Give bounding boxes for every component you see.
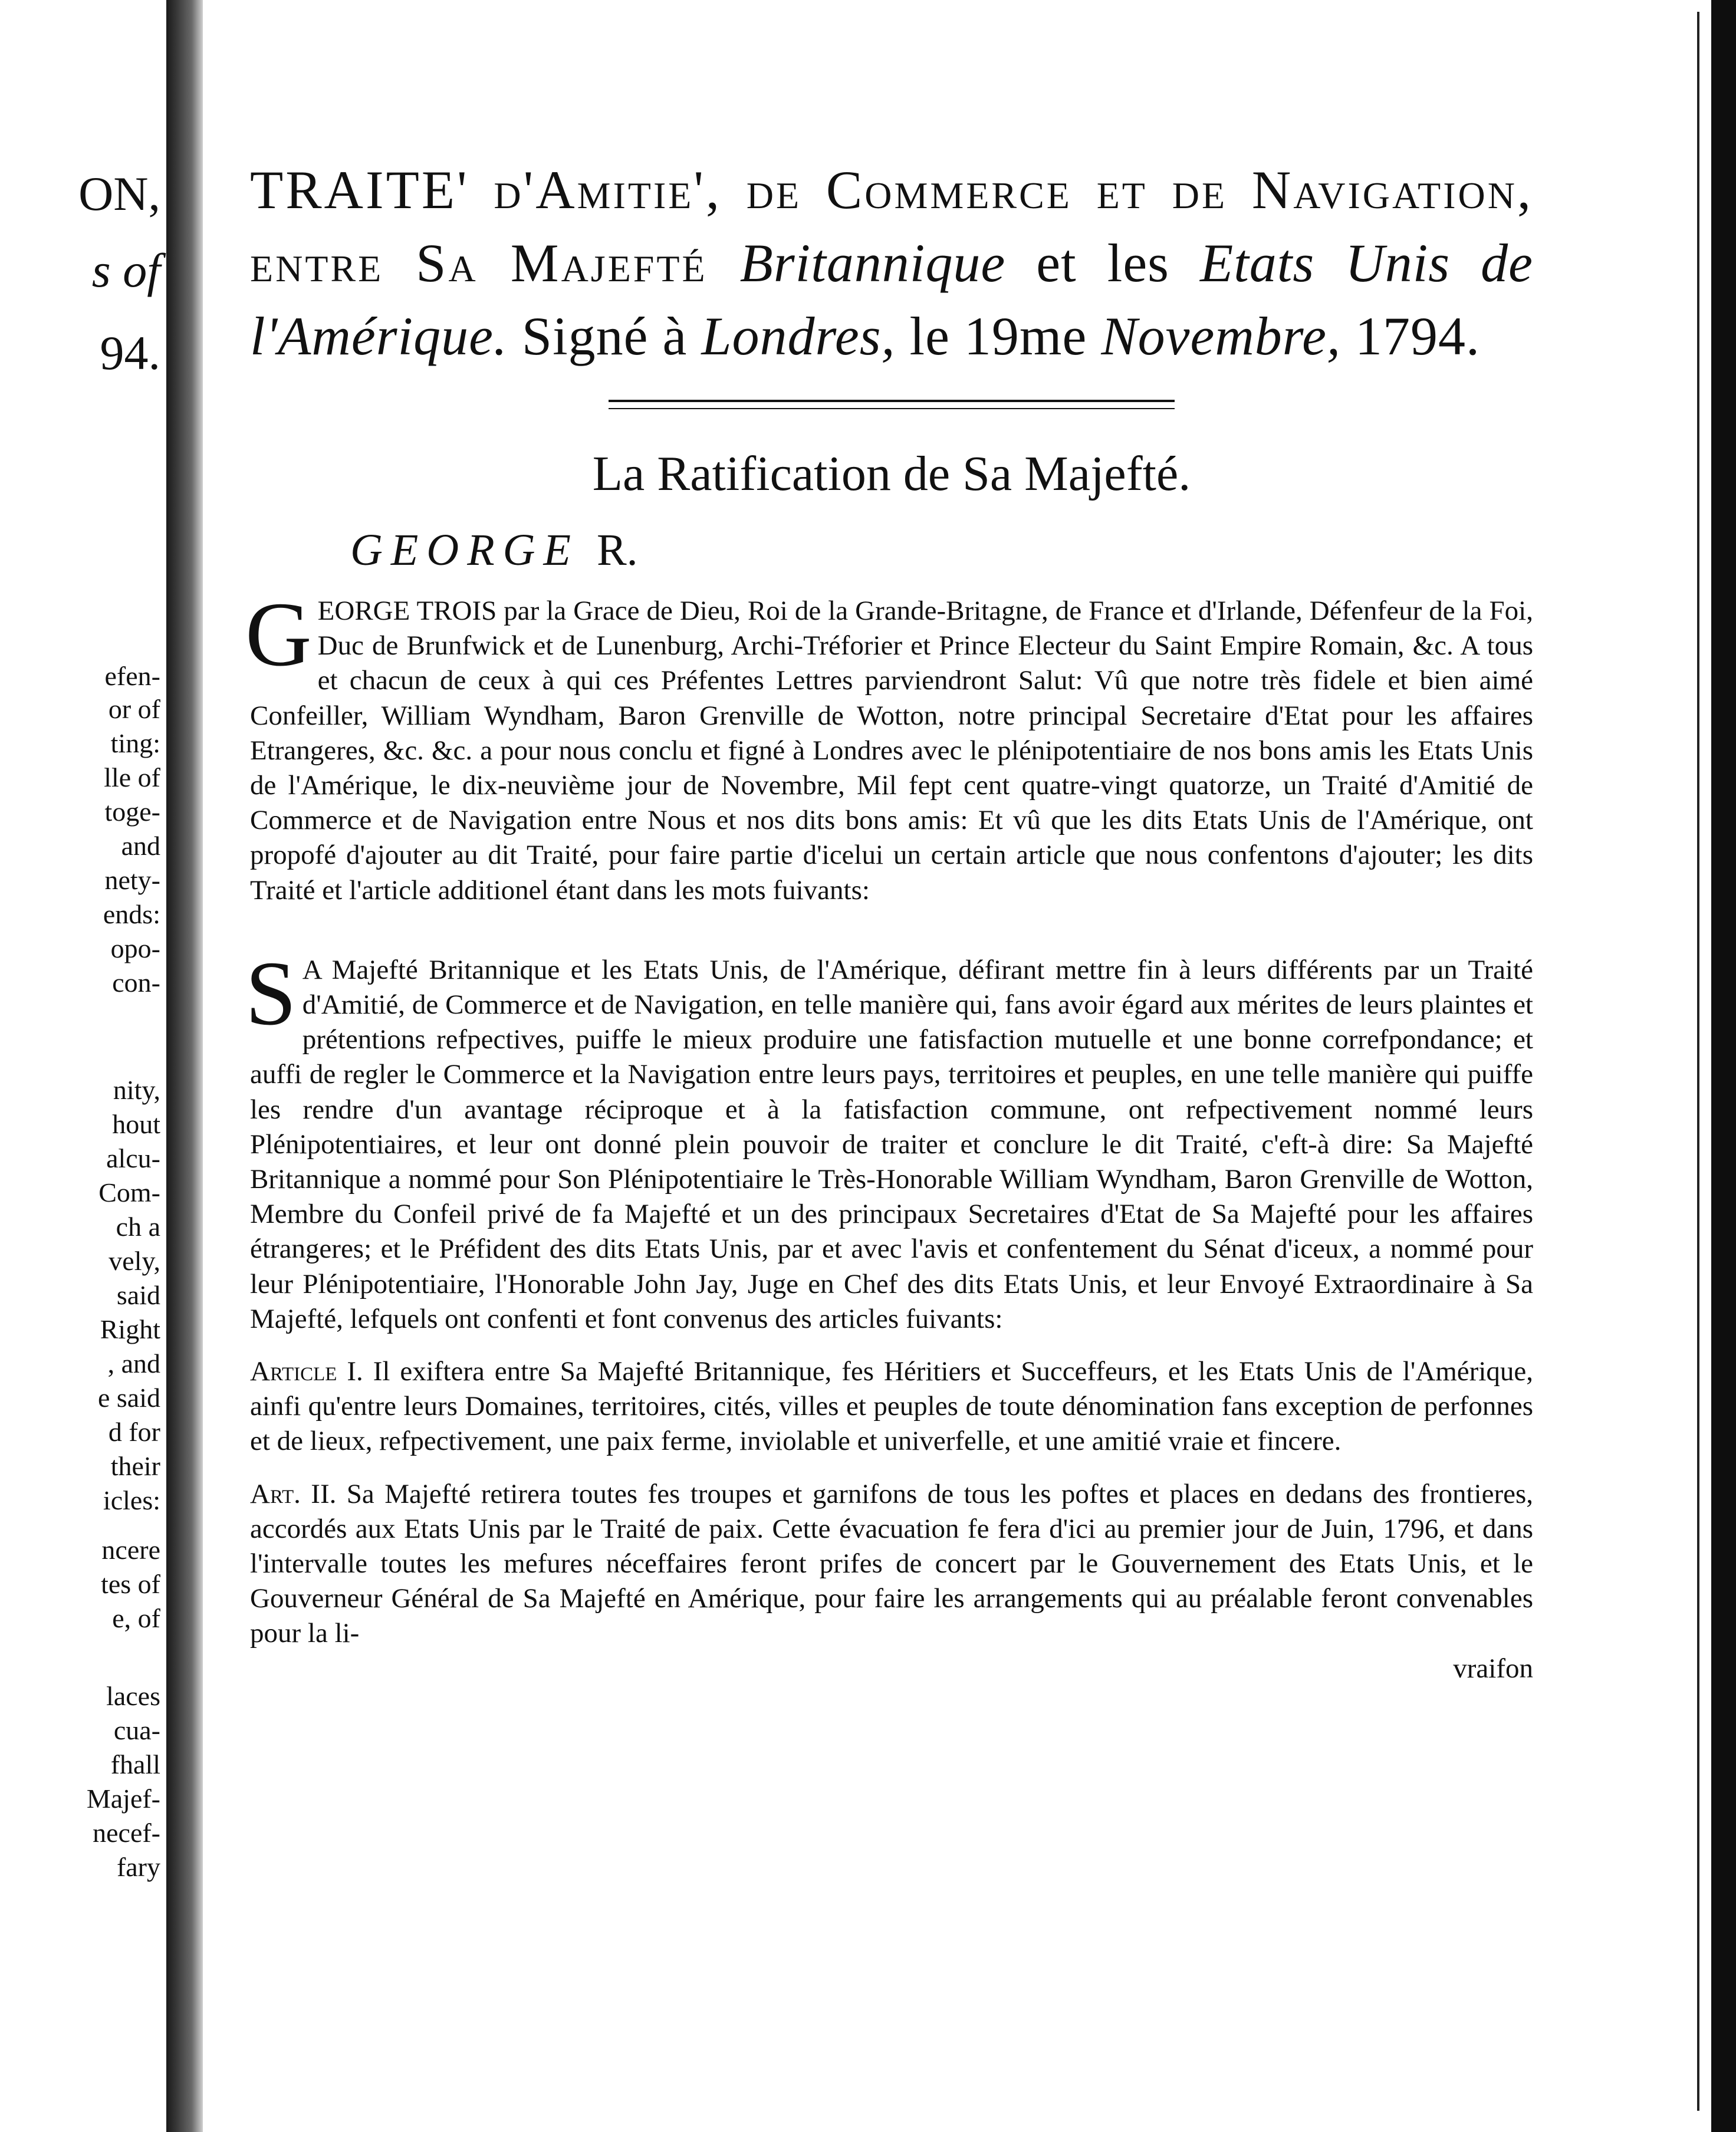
facing-page-fragment [0,0,166,2132]
title-novembre: Novembre, [1101,306,1342,366]
preamble-dropcap: G [245,583,312,685]
document-page [245,153,1533,1686]
facing-page-line: vely, [108,1246,160,1276]
title-text-4: le 19me [895,306,1102,366]
facing-page-line: cua- [113,1715,160,1745]
preamble-paragraph [245,583,1533,908]
facing-page-line: nety- [104,865,160,895]
facing-page-line: efen- [104,661,160,691]
title-text-3: Signé à [507,306,702,366]
facing-page-line: necef- [93,1818,160,1848]
george-r-heading [350,525,1533,576]
facing-page-line: laces [106,1681,160,1711]
article-2-text: Sa Majefté retirera toutes fes troupes et garnifons de tous les poftes et places en dedans des frontieres, accordés aux Etats Unis par le Traité de paix. Cette évacuation fe fera d'ici au premier jour de Juin, 1796, et dans l'intervalle toutes les mefures néceffaires feront prifes de concert par le Gouvernement des Etats Unis, et le Gouverneur Général de Sa Majefté en Amérique, pour faire les arrangements qui au préalable feront convenables pour la li- [250,1478,1533,1649]
catchword: vraifon [1453,1653,1533,1684]
facing-page-line: 94. [100,326,160,380]
facing-page-line: Majef- [86,1784,160,1814]
facing-page-line: nity, [113,1075,160,1105]
facing-page-line: opo- [110,933,160,963]
facing-page-line: or of [108,694,160,724]
title-rule [609,400,1175,409]
facing-page-line: and [121,831,160,861]
facing-page-line: tes of [101,1569,160,1599]
ratification-heading: La Ratification de Sa Majefté. [592,446,1191,501]
title-word-traite: TRAITE' [250,160,469,220]
treaty-intro-paragraph [245,942,1533,1337]
treaty-intro-dropcap: S [245,942,297,1044]
page-edge [1697,12,1699,2111]
article-1 [250,1354,1533,1459]
facing-page-line: their [110,1451,160,1481]
title-etats-unis: Etats Unis de l'Amérique. [250,233,1533,366]
article-2-label: Art. II. [250,1478,337,1509]
article-1-label: Article I. [250,1356,363,1387]
title-londres: Londres, [701,306,896,366]
treaty-intro-text: A Majefté Britannique et les Etats Unis, de l'Amérique, défirant mettre fin à leurs différents par un Traité d'Amitié, de Commerce et de Navigation, en telle manière qui, fans avoir égard aux mérites de leurs plaintes et prétentions refpectives, puiffe le mieux produire une fatisfaction mutuelle et une bonne correfpondance; et auffi de regler le Commerce et la Navigation entre leurs pays, territoires et peuples, en une telle manière qui puiffe les rendre d'un avantage réciproque et à la fatisfaction commune, ont refpectivement nommé leurs Plénipotentiaires, et leur ont donné plein pouvoir de traiter et conclure le dit Traité, c'eft-à dire: Sa Majefté Britannique a nommé pour Son Plénipotentiaire le Très-Honorable William Wyndham, Baron Grenville de Wotton, Membre du Confeil privé de fa Majefté et un des principaux Secretaires d'Etat de Sa Majefté pour les affaires étrangeres; et le Préfident des dits Etats Unis, par et avec l'avis et confentement du Sénat d'iceux, a nommé pour leur Plénipotentiaire, l'Honorable John Jay, Juge en Chef des dits Etats Unis, et leur Envoyé Extraordinaire à Sa Majefté, lefquels ont confenti et font convenus des articles fuivants: [250,954,1533,1334]
preamble-text: EORGE TROIS par la Grace de Dieu, Roi de la Grande-Britagne, de France et d'Irlande, Défenfeur de la Foi, Duc de Brunfwick et de Lunenburg, Archi-Tréforier et Prince Electeur du Saint Empire Romain, &c. A tous et chacun de ceux à qui ces Préfentes Lettres parviendront Salut: Vû que notre très fidele et bien aimé Confeiller, William Wyndham, Baron Grenville de Wotton, notre principal Secretaire d'Etat pour les affaires Etrangeres, &c. &c. a pour nous conclu et figné à Londres avec le plénipotentiaire de nos bons amis les Etats Unis de l'Amérique, le dix-neuvième jour de Novembre, Mil fept cent quatre-vingt quatorze, un Traité d'Amitié de Commerce et de Navigation entre Nous et nos dits bons amis: Et vû que les dits Etats Unis de l'Amérique, ont propofé d'ajouter au dit Traité, pour faire partie d'icelui un certain article que nous confentons d'ajouter; les dits Traité et l'article additionel étant dans les mots fuivants: [250,595,1533,906]
treaty-title [250,153,1533,373]
facing-page-line: alcu- [106,1143,160,1173]
page-gutter-shadow [166,0,203,2132]
facing-page-line: e said [97,1383,160,1413]
facing-page-line: said [116,1280,160,1310]
facing-page-line: fhall [110,1749,160,1779]
facing-page-line: ON, [78,167,160,221]
title-year: 1794. [1341,306,1481,366]
scan-border [1711,0,1736,2132]
facing-page-line: s of [91,244,160,297]
facing-page-line: d for [108,1417,160,1447]
facing-page-line: e, of [112,1603,160,1633]
facing-page-line: Com- [98,1177,160,1208]
george-name: GEORGE [350,525,579,575]
title-britannique: Britannique [739,233,1006,293]
facing-page-line: con- [112,968,160,998]
facing-page-line: ting: [110,728,160,758]
george-r: R. [596,525,638,575]
title-text-2: et les [1005,233,1201,293]
facing-page-line: , and [107,1348,160,1378]
facing-page-line: lle of [104,762,160,792]
facing-page-line: ch a [116,1212,160,1242]
facing-page-line: Right [100,1314,160,1344]
facing-page-line: fary [116,1852,160,1882]
facing-page-line: ncere [101,1535,160,1565]
title-text: d'Amitie', de Commerce et de Navigation, entre Sa Majefté [250,160,1533,293]
article-1-text: Il exiftera entre Sa Majefté Britannique, fes Héritiers et Succeffeurs, et les Etats Unis de l'Amérique, ainfi qu'entre leurs Domaines, territoires, cités, villes et peuples de toute dénomination fans exception de perfonnes et de lieux, refpectivement, une paix ferme, inviolable et univerfelle, et une amitié vraie et fincere. [250,1356,1533,1457]
facing-page-line: icles: [103,1485,160,1515]
article-2 [250,1477,1533,1651]
facing-page-line: toge- [104,797,160,827]
facing-page-line: ends: [103,899,160,929]
facing-page-line: hout [112,1109,160,1139]
